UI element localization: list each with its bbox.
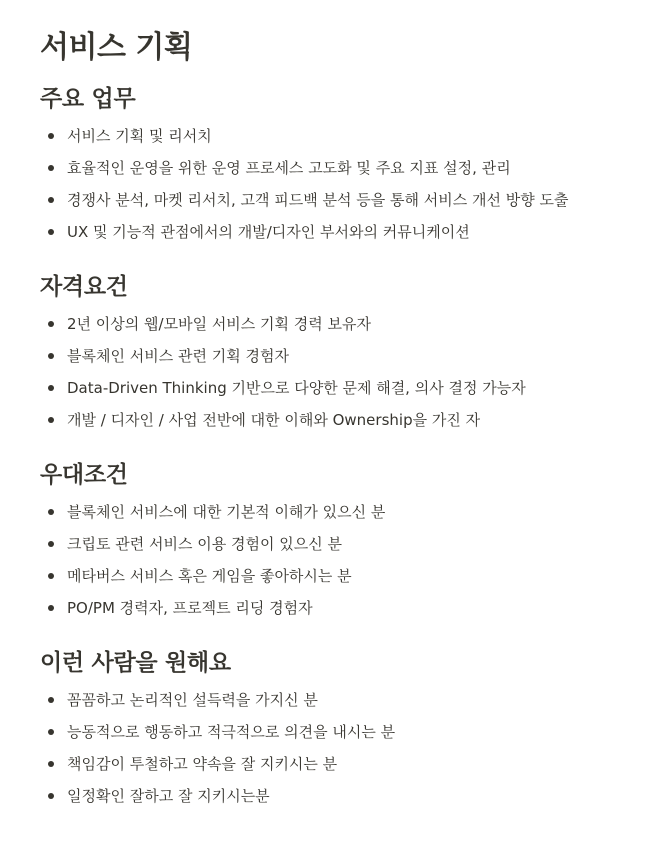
list-item-text: 경쟁사 분석, 마켓 리서치, 고객 피드백 분석 등을 통해 서비스 개선 방향 도출 <box>67 191 569 209</box>
bullet-dot-icon <box>48 541 54 547</box>
bullet-dot-icon <box>48 197 54 203</box>
section-ideal-candidate <box>40 646 667 812</box>
bullet-dot-icon <box>48 605 54 611</box>
list-item <box>40 184 667 216</box>
bullet-dot-icon <box>48 417 54 423</box>
list-item-text: 블록체인 서비스에 대한 기본적 이해가 있으신 분 <box>67 503 386 521</box>
list-item <box>40 404 667 436</box>
list-item-text: 블록체인 서비스 관련 기획 경험자 <box>67 347 289 365</box>
section-heading: 이런 사람을 원해요 <box>40 650 231 676</box>
list-item-text: UX 및 기능적 관점에서의 개발/디자인 부서와의 커뮤니케이션 <box>67 223 470 241</box>
bullet-dot-icon <box>48 573 54 579</box>
section-qualifications <box>40 270 667 436</box>
list-item <box>40 340 667 372</box>
section-preferred <box>40 458 667 624</box>
list-item <box>40 560 667 592</box>
list-item-text: Data-Driven Thinking 기반으로 다양한 문제 해결, 의사 결정 가능자 <box>67 379 526 397</box>
list-item-text: 메타버스 서비스 혹은 게임을 좋아하시는 분 <box>67 567 352 585</box>
section-main-duties <box>40 82 667 248</box>
list-item <box>40 748 667 780</box>
bullet-dot-icon <box>48 385 54 391</box>
list-item <box>40 716 667 748</box>
list-item <box>40 372 667 404</box>
list-item-text: 크립토 관련 서비스 이용 경험이 있으신 분 <box>67 535 342 553</box>
bullet-dot-icon <box>48 697 54 703</box>
bullet-dot-icon <box>48 761 54 767</box>
bullet-list <box>40 496 667 624</box>
list-item-text: PO/PM 경력자, 프로젝트 리딩 경험자 <box>67 599 313 617</box>
section-heading: 주요 업무 <box>40 86 136 112</box>
bullet-dot-icon <box>48 321 54 327</box>
bullet-list <box>40 684 667 812</box>
bullet-dot-icon <box>48 133 54 139</box>
list-item <box>40 592 667 624</box>
bullet-dot-icon <box>48 509 54 515</box>
bullet-dot-icon <box>48 353 54 359</box>
list-item-text: 효율적인 운영을 위한 운영 프로세스 고도화 및 주요 지표 설정, 관리 <box>67 159 511 177</box>
list-item-text: 서비스 기획 및 리서치 <box>67 127 212 145</box>
list-item <box>40 308 667 340</box>
list-item <box>40 780 667 812</box>
list-item <box>40 496 667 528</box>
list-item <box>40 684 667 716</box>
list-item-text: 2년 이상의 웹/모바일 서비스 기획 경력 보유자 <box>67 315 372 333</box>
list-item-text: 일정확인 잘하고 잘 지키시는분 <box>67 787 270 805</box>
bullet-list <box>40 120 667 248</box>
list-item-text: 꼼꼼하고 논리적인 설득력을 가지신 분 <box>67 691 318 709</box>
list-item-text: 책임감이 투철하고 약속을 잘 지키시는 분 <box>67 755 338 773</box>
bullet-list <box>40 308 667 436</box>
list-item <box>40 216 667 248</box>
list-item <box>40 528 667 560</box>
bullet-dot-icon <box>48 729 54 735</box>
bullet-dot-icon <box>48 165 54 171</box>
section-heading: 자격요건 <box>40 274 128 300</box>
section-heading: 우대조건 <box>40 462 128 488</box>
list-item-text: 개발 / 디자인 / 사업 전반에 대한 이해와 Ownership을 가진 자 <box>67 411 481 429</box>
bullet-dot-icon <box>48 793 54 799</box>
bullet-dot-icon <box>48 229 54 235</box>
page-title: 서비스 기획 <box>40 30 193 65</box>
list-item-text: 능동적으로 행동하고 적극적으로 의견을 내시는 분 <box>67 723 396 741</box>
list-item <box>40 152 667 184</box>
list-item <box>40 120 667 152</box>
